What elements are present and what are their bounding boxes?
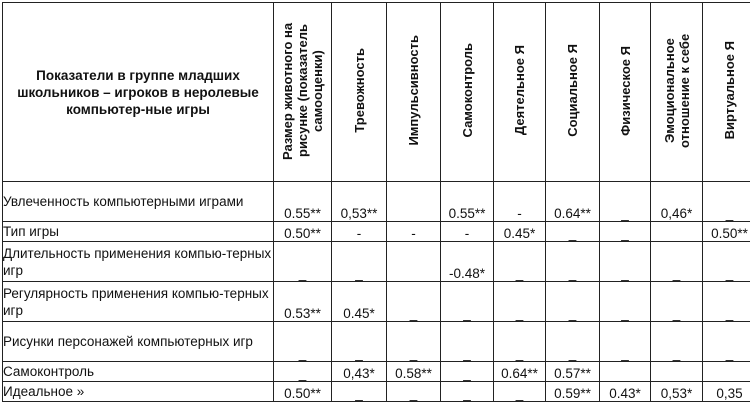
column-header-self-control: Самоконтроль [441, 3, 494, 182]
table-cell: _ [546, 242, 600, 282]
table-cell [703, 362, 750, 382]
table-row [3, 242, 750, 282]
table-cell: _ [546, 322, 600, 362]
table-cell: 0,35 [703, 382, 750, 402]
row-label: Регулярность применения компью-терных игр [3, 282, 274, 322]
table-cell: _ [703, 182, 750, 222]
table-cell: 0,53* [651, 382, 703, 402]
table-cell: _ [274, 322, 332, 362]
table-cell: _ [332, 382, 387, 402]
table-cell [651, 362, 703, 382]
table-cell: 0.43* [600, 382, 651, 402]
table-cell: 0.59** [546, 382, 600, 402]
table-cell: _ [387, 382, 441, 402]
table-cell: - [494, 182, 546, 222]
row-label: Идеальное » [3, 382, 274, 402]
table-cell: - [441, 222, 494, 242]
column-header-anxiety: Тревожность [332, 3, 387, 182]
table-row [3, 222, 750, 242]
table-cell: 0.50** [274, 382, 332, 402]
column-header-self-esteem: Размер животного на рисунке (показатель самооценки) [274, 3, 332, 182]
table-cell [387, 242, 441, 282]
table-cell: _ [441, 322, 494, 362]
table-cell: _ [651, 322, 703, 362]
table-cell: _ [703, 242, 750, 282]
table-cell: _ [494, 282, 546, 322]
column-header-active-self: Деятельное Я [494, 3, 546, 182]
table-cell: _ [600, 182, 651, 222]
table-cell: _ [703, 282, 750, 322]
table-cell: _ [494, 382, 546, 402]
table-cell: _ [546, 282, 600, 322]
column-header-impulsivity: Импульсивность [387, 3, 441, 182]
table-row [3, 182, 750, 222]
table-cell: _ [441, 382, 494, 402]
table-cell: - [332, 222, 387, 242]
table-cell: _ [600, 322, 651, 362]
table-cell: _ [494, 322, 546, 362]
table-cell: 0,46* [651, 182, 703, 222]
table-cell: 0.50** [274, 222, 332, 242]
table-row [3, 322, 750, 362]
row-label: Тип игры [3, 222, 274, 242]
table-cell: 0.58** [387, 362, 441, 382]
header-row [3, 3, 750, 182]
table-cell: _ [651, 282, 703, 322]
corner-header: Показатели в группе младших школьников – игроков в неролевые компьютер-ные игры [3, 3, 274, 182]
table-cell: _ [332, 242, 387, 282]
table-row [3, 362, 750, 382]
table-cell: _ [600, 222, 651, 242]
table-cell: _ [546, 222, 600, 242]
table-cell: -0.48* [441, 242, 494, 282]
table-cell: 0.45* [332, 282, 387, 322]
table-cell: 0,53** [332, 182, 387, 222]
table-cell: 0.55** [441, 182, 494, 222]
column-header-emotional-attitude: Эмоциональное отношение к себе [651, 3, 703, 182]
table-cell: _ [651, 242, 703, 282]
table-cell [651, 222, 703, 242]
table-cell: _ [387, 282, 441, 322]
table-row [3, 282, 750, 322]
table-cell: _ [703, 322, 750, 362]
table-cell: 0.45* [494, 222, 546, 242]
table-cell: _ [387, 322, 441, 362]
table-cell: 0.55** [274, 182, 332, 222]
column-header-physical-self: Физическое Я [600, 3, 651, 182]
table-cell [600, 362, 651, 382]
table-cell: _ [332, 322, 387, 362]
table-cell: _ [441, 282, 494, 322]
table-cell: 0.53** [274, 282, 332, 322]
table-cell: _ [441, 362, 494, 382]
table-cell: 0,43* [332, 362, 387, 382]
column-header-virtual-self: Виртуальное Я [703, 3, 750, 182]
table-cell: 0.64** [546, 182, 600, 222]
table-cell: 0.50** [703, 222, 750, 242]
table-cell: 0.64** [494, 362, 546, 382]
table-cell: - [387, 222, 441, 242]
table-cell: _ [494, 242, 546, 282]
row-label: Длительность применения компью-терных игр [3, 242, 274, 282]
table-cell: _ [274, 242, 332, 282]
row-label: Рисунки персонажей компьютерных игр [3, 322, 274, 362]
table-cell [387, 182, 441, 222]
correlation-table [2, 2, 750, 402]
column-header-social-self: Социальное Я [546, 3, 600, 182]
table-cell: _ [600, 282, 651, 322]
row-label: Увлеченность компьютерными играми [3, 182, 274, 222]
row-label: Самоконтроль [3, 362, 274, 382]
table-cell: _ [274, 362, 332, 382]
table-cell: _ [600, 242, 651, 282]
table-row [3, 382, 750, 402]
table-cell: 0.57** [546, 362, 600, 382]
